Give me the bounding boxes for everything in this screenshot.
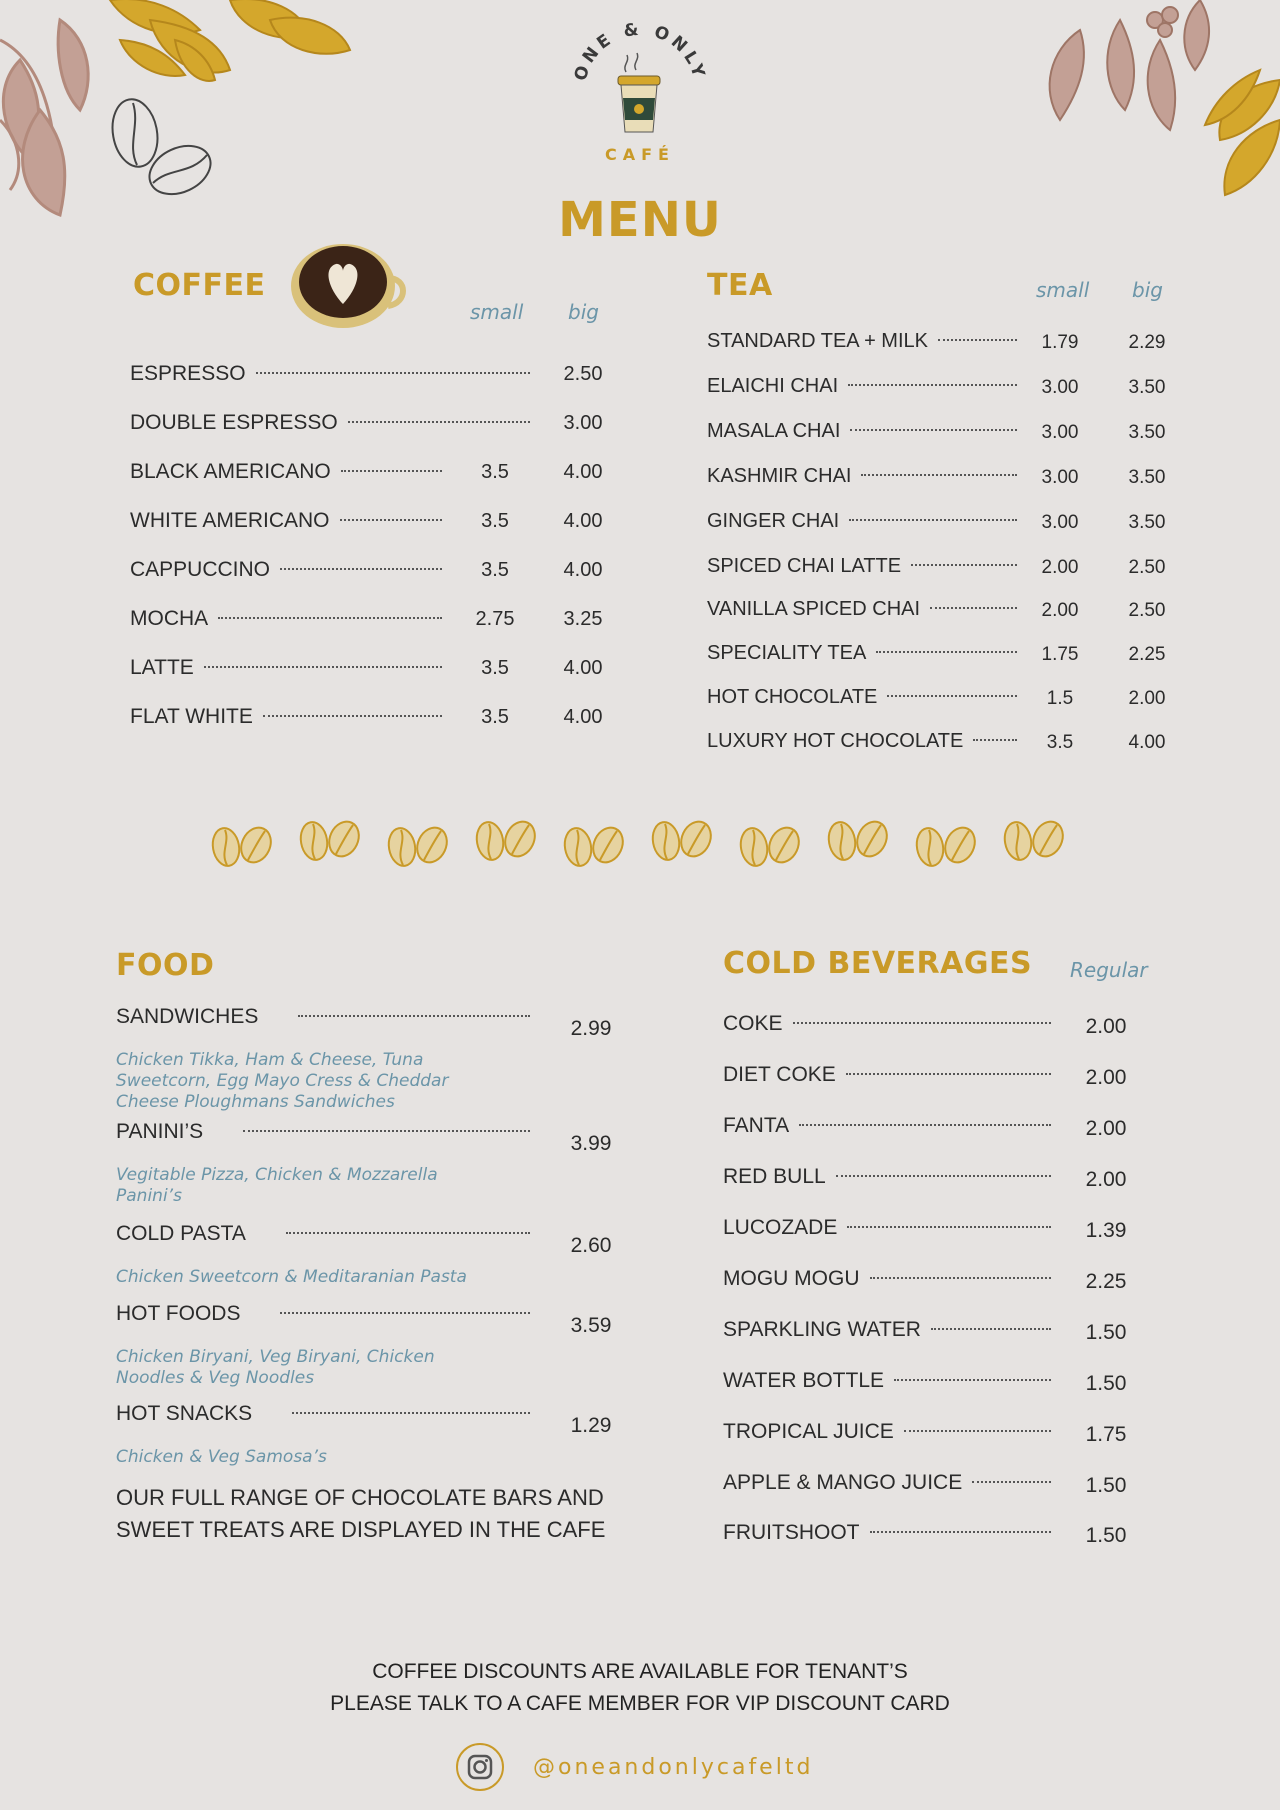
brand-bottom-text: CAFÉ (605, 145, 675, 164)
tea-item-row (707, 598, 1027, 621)
tea-small-price: 3.00 (1041, 377, 1079, 398)
cold-item-row (723, 1012, 1061, 1036)
food-note-line-2: SWEET TREATS ARE DISPLAYED IN THE CAFE (116, 1517, 606, 1542)
cold-item-name: SPARKLING WATER (723, 1318, 921, 1341)
tea-big-price: 2.25 (1128, 644, 1166, 665)
coffee-small-header: small (470, 300, 524, 324)
dotted-leader (973, 739, 1017, 741)
coffee-big-price: 2.50 (563, 363, 603, 385)
coffee-bean-icon (914, 823, 980, 868)
tea-item-row (707, 330, 1027, 353)
latte-cup-image (288, 238, 406, 330)
food-item-name: PANINI’S (116, 1120, 204, 1143)
dotted-leader (280, 568, 442, 570)
food-note-line-1: OUR FULL RANGE OF CHOCOLATE BARS AND (116, 1485, 604, 1510)
food-item-name: SANDWICHES (116, 1005, 259, 1028)
food-item-description (116, 1165, 438, 1207)
food-item-row (116, 1222, 540, 1246)
coffee-bean-icon (826, 817, 892, 862)
dotted-leader (850, 429, 1017, 431)
tea-big-price: 3.50 (1128, 467, 1166, 488)
dotted-leader (870, 1531, 1052, 1533)
coffee-small-price: 3.5 (481, 510, 509, 532)
cold-item-row (723, 1369, 1061, 1393)
menu-title: MENU (558, 192, 722, 248)
dotted-leader (930, 607, 1017, 609)
tea-big-price: 2.50 (1128, 557, 1166, 578)
dotted-leader (972, 1481, 1051, 1483)
footer-line-1: COFFEE DISCOUNTS ARE AVAILABLE FOR TENANT’S (372, 1660, 908, 1683)
tea-small-price: 2.00 (1041, 600, 1079, 621)
cold-item-name: LUCOZADE (723, 1216, 838, 1239)
cold-item-price: 2.25 (1085, 1270, 1127, 1293)
tea-item-name: SPECIALITY TEA (707, 642, 867, 664)
tea-big-price: 3.50 (1128, 422, 1166, 443)
dotted-leader (793, 1022, 1051, 1024)
tea-item-row (707, 555, 1027, 578)
coffee-item-name: DOUBLE ESPRESSO (130, 411, 338, 434)
coffee-big-price: 4.00 (563, 461, 603, 483)
dotted-leader (887, 695, 1017, 697)
coffee-big-price: 3.00 (563, 412, 603, 434)
instagram-handle: @oneandonlycafeltd (533, 1754, 814, 1780)
tea-item-row (707, 730, 1027, 753)
tea-item-row (707, 642, 1027, 665)
coffee-item-name: BLACK AMERICANO (130, 460, 331, 483)
description-line: Vegitable Pizza, Chicken & Mozzarella (116, 1165, 438, 1185)
coffee-big-price: 3.25 (563, 608, 603, 630)
food-item-row (116, 1302, 540, 1326)
coffee-bean-icon (210, 823, 276, 868)
dotted-leader (263, 715, 442, 717)
tea-small-price: 1.79 (1041, 332, 1079, 353)
cold-item-row (723, 1216, 1061, 1240)
coffee-small-price: 3.5 (481, 657, 509, 679)
cold-item-row (723, 1420, 1061, 1444)
coffee-small-price: 3.5 (481, 461, 509, 483)
cold-item-price: 1.50 (1085, 1474, 1127, 1497)
food-item-description (116, 1347, 435, 1389)
tea-item-row (707, 686, 1027, 709)
cold-item-price: 2.00 (1085, 1117, 1127, 1140)
tea-big-price: 2.00 (1128, 688, 1166, 709)
coffee-item-row (130, 705, 452, 729)
dotted-leader (280, 1312, 530, 1314)
dotted-leader (204, 666, 442, 668)
dotted-leader (256, 372, 530, 374)
cold-item-name: MOGU MOGU (723, 1267, 860, 1290)
cold-item-price: 2.00 (1085, 1015, 1127, 1038)
food-item-price: 2.99 (570, 1017, 612, 1040)
cold-item-row (723, 1318, 1061, 1342)
coffee-small-price: 3.5 (481, 559, 509, 581)
coffee-bean-icon (474, 817, 540, 862)
cold-item-row (723, 1063, 1061, 1087)
coffee-item-row (130, 411, 540, 435)
coffee-item-name: ESPRESSO (130, 362, 246, 385)
tea-item-row (707, 420, 1027, 443)
description-line: Cheese Ploughmans Sandwiches (116, 1092, 395, 1112)
coffee-big-header: big (568, 300, 599, 324)
coffee-item-row (130, 607, 452, 631)
dotted-leader (292, 1412, 530, 1414)
cold-item-price: 2.00 (1085, 1066, 1127, 1089)
food-item-price: 3.99 (570, 1132, 612, 1155)
coffee-cup-icon (618, 53, 660, 132)
tea-item-name: GINGER CHAI (707, 510, 840, 532)
dotted-leader (894, 1379, 1051, 1381)
dotted-leader (218, 617, 442, 619)
cold-item-name: APPLE & MANGO JUICE (723, 1471, 963, 1494)
food-item-name: HOT SNACKS (116, 1402, 253, 1425)
coffee-item-name: CAPPUCCINO (130, 558, 271, 581)
food-item-price: 3.59 (570, 1314, 612, 1337)
food-item-row (116, 1120, 540, 1144)
coffee-item-row (130, 558, 452, 582)
leaf-decoration-top-right (1020, 0, 1280, 210)
coffee-item-name: FLAT WHITE (130, 705, 253, 728)
coffee-item-row (130, 656, 452, 680)
food-item-name: COLD PASTA (116, 1222, 246, 1245)
tea-big-price: 3.50 (1128, 512, 1166, 533)
coffee-small-price: 3.5 (481, 706, 509, 728)
cold-item-price: 2.00 (1085, 1168, 1127, 1191)
tea-small-price: 3.00 (1041, 422, 1079, 443)
coffee-bean-divider (200, 815, 1080, 875)
dotted-leader (243, 1130, 530, 1132)
description-line: Chicken Biryani, Veg Biryani, Chicken (116, 1347, 435, 1367)
coffee-big-price: 4.00 (563, 559, 603, 581)
cold-item-price: 1.50 (1085, 1524, 1127, 1547)
dotted-leader (849, 519, 1017, 521)
food-item-price: 1.29 (570, 1414, 612, 1437)
cold-item-row (723, 1471, 1061, 1495)
tea-item-name: KASHMIR CHAI (707, 465, 852, 487)
cold-item-name: COKE (723, 1012, 783, 1035)
food-item-description (116, 1267, 467, 1288)
tea-small-price: 1.5 (1046, 688, 1074, 709)
tea-big-price: 3.50 (1128, 377, 1166, 398)
coffee-beans-sketch (105, 95, 220, 205)
description-line: Sweetcorn, Egg Mayo Cress & Cheddar (116, 1071, 449, 1091)
dotted-leader (286, 1232, 530, 1234)
description-line: Noodles & Veg Noodles (116, 1368, 315, 1388)
coffee-big-price: 4.00 (563, 706, 603, 728)
tea-item-name: HOT CHOCOLATE (707, 686, 878, 708)
dotted-leader (870, 1277, 1052, 1279)
tea-item-name: MASALA CHAI (707, 420, 841, 442)
footer-notice (0, 1656, 1280, 1720)
food-item-description (116, 1447, 327, 1468)
dotted-leader (799, 1124, 1051, 1126)
coffee-section-title: COFFEE (133, 268, 266, 303)
cold-item-price: 1.75 (1085, 1423, 1127, 1446)
cold-regular-header: Regular (1070, 958, 1148, 982)
cold-item-name: TROPICAL JUICE (723, 1420, 894, 1443)
dotted-leader (836, 1175, 1051, 1177)
dotted-leader (848, 384, 1017, 386)
coffee-item-name: WHITE AMERICANO (130, 509, 330, 532)
dotted-leader (846, 1073, 1051, 1075)
tea-big-header: big (1132, 278, 1163, 302)
dotted-leader (348, 421, 530, 423)
tea-item-row (707, 465, 1027, 488)
coffee-big-price: 4.00 (563, 657, 603, 679)
food-item-price: 2.60 (570, 1234, 612, 1257)
dotted-leader (904, 1430, 1051, 1432)
cold-item-price: 1.39 (1085, 1219, 1127, 1242)
food-note (116, 1482, 605, 1546)
tea-item-name: LUXURY HOT CHOCOLATE (707, 730, 964, 752)
tea-small-price: 1.75 (1041, 644, 1079, 665)
food-section-title: FOOD (116, 948, 215, 983)
cold-item-name: FRUITSHOOT (723, 1521, 860, 1544)
food-item-row (116, 1402, 540, 1426)
cold-item-name: FANTA (723, 1114, 790, 1137)
description-line: Panini’s (116, 1186, 182, 1206)
tea-item-name: SPICED CHAI LATTE (707, 555, 902, 577)
dotted-leader (911, 564, 1017, 566)
cold-item-row (723, 1267, 1061, 1291)
coffee-big-price: 4.00 (563, 510, 603, 532)
dotted-leader (340, 519, 442, 521)
description-line: Chicken & Veg Samosa’s (116, 1447, 327, 1467)
dotted-leader (341, 470, 442, 472)
dotted-leader (876, 651, 1017, 653)
coffee-item-row (130, 509, 452, 533)
food-item-name: HOT FOODS (116, 1302, 241, 1325)
coffee-item-name: LATTE (130, 656, 194, 679)
tea-big-price: 4.00 (1128, 732, 1166, 753)
tea-small-price: 3.00 (1041, 512, 1079, 533)
brand-top-text: ONE & ONLY (570, 20, 710, 84)
dotted-leader (931, 1328, 1051, 1330)
svg-text:ONE & ONLY (571, 20, 710, 83)
coffee-small-price: 2.75 (475, 608, 515, 630)
coffee-bean-icon (738, 823, 804, 868)
dotted-leader (847, 1226, 1051, 1228)
dotted-leader (861, 474, 1017, 476)
tea-small-price: 3.00 (1041, 467, 1079, 488)
tea-item-name: STANDARD TEA + MILK (707, 330, 928, 352)
description-line: Chicken Tikka, Ham & Cheese, Tuna (116, 1050, 424, 1070)
tea-item-row (707, 375, 1027, 398)
tea-big-price: 2.29 (1128, 332, 1166, 353)
coffee-bean-icon (298, 817, 364, 862)
cold-item-row (723, 1114, 1061, 1138)
footer-line-2: PLEASE TALK TO A CAFE MEMBER FOR VIP DISCOUNT CARD (330, 1692, 950, 1715)
cold-item-price: 1.50 (1085, 1372, 1127, 1395)
instagram-icon (455, 1742, 505, 1792)
tea-big-price: 2.50 (1128, 600, 1166, 621)
tea-item-row (707, 510, 1027, 533)
description-line: Chicken Sweetcorn & Meditaranian Pasta (116, 1267, 467, 1287)
coffee-bean-icon (562, 823, 628, 868)
coffee-item-row (130, 362, 540, 386)
cold-item-price: 1.50 (1085, 1321, 1127, 1344)
cold-item-row (723, 1521, 1061, 1545)
tea-item-name: VANILLA SPICED CHAI (707, 598, 921, 620)
cold-section-title: COLD BEVERAGES (723, 946, 1033, 981)
dotted-leader (298, 1015, 530, 1017)
coffee-bean-icon (386, 823, 452, 868)
coffee-item-name: MOCHA (130, 607, 209, 630)
tea-small-price: 2.00 (1041, 557, 1079, 578)
coffee-item-row (130, 460, 452, 484)
cold-item-name: RED BULL (723, 1165, 826, 1188)
coffee-bean-icon (650, 817, 716, 862)
cold-item-name: WATER BOTTLE (723, 1369, 885, 1392)
cold-item-name: DIET COKE (723, 1063, 836, 1086)
tea-small-price: 3.5 (1046, 732, 1074, 753)
food-item-description (116, 1050, 448, 1113)
food-item-row (116, 1005, 540, 1029)
tea-section-title: TEA (707, 268, 773, 303)
dotted-leader (938, 339, 1017, 341)
instagram-link[interactable] (455, 1742, 813, 1792)
coffee-bean-icon (1002, 817, 1068, 862)
cold-item-row (723, 1165, 1061, 1189)
tea-small-header: small (1036, 278, 1090, 302)
tea-item-name: ELAICHI CHAI (707, 375, 839, 397)
brand-logo (560, 20, 720, 170)
